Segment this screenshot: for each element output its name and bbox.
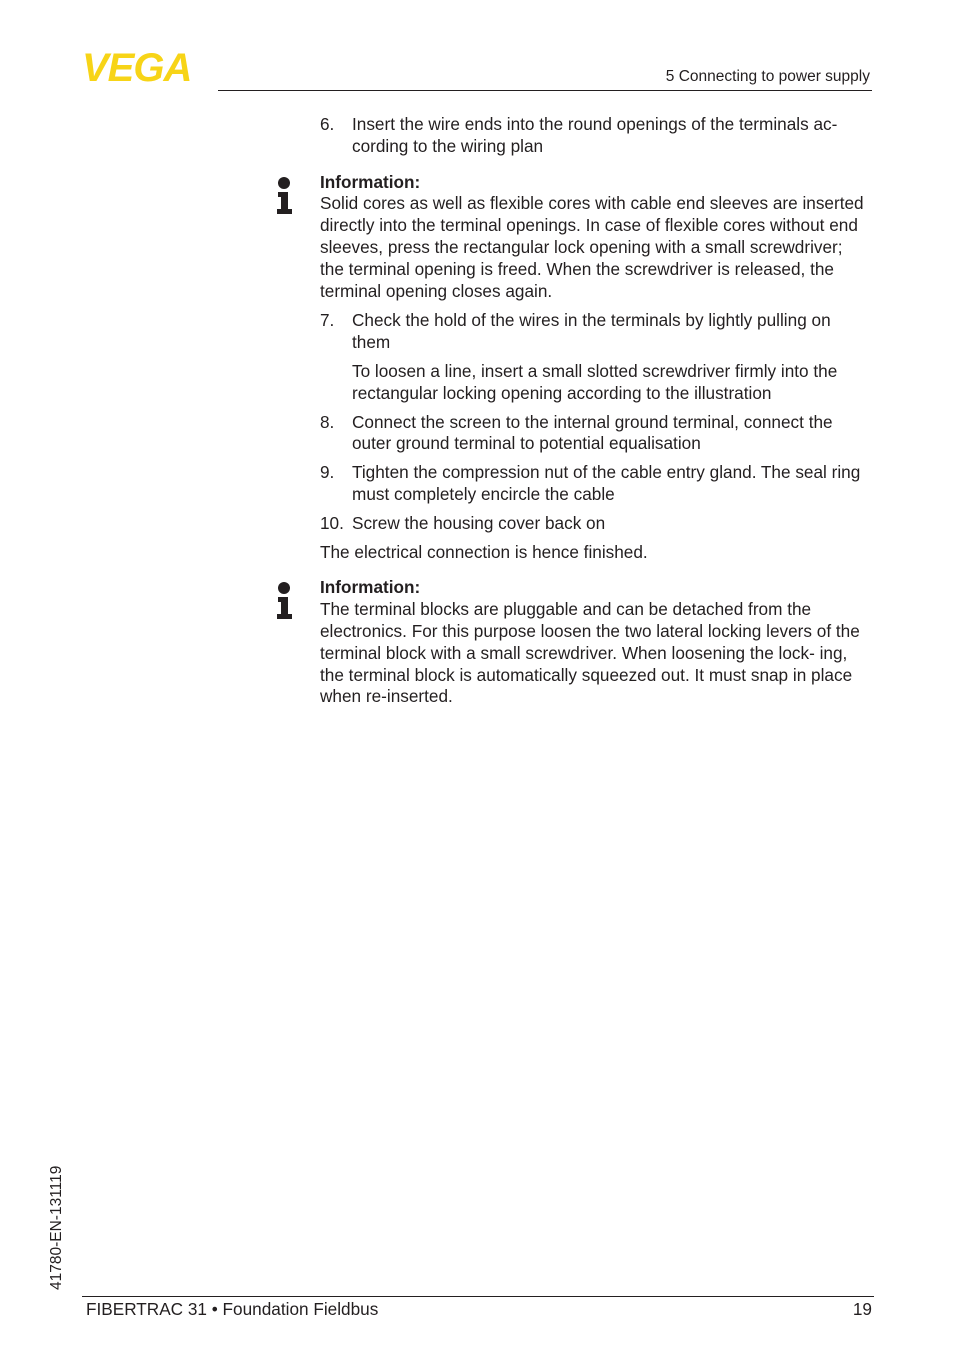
step-9: [320, 462, 865, 506]
step-text: Check the hold of the wires in the terminals by lightly pulling on them: [352, 310, 831, 353]
header-divider: [218, 90, 872, 91]
step-text: Insert the wire ends into the round openings of the terminals ac- cording to the wiring plan: [352, 114, 838, 156]
information-note-1: [320, 172, 865, 303]
vega-logo: [82, 50, 212, 84]
step-number: 7.: [320, 310, 335, 331]
footer-product-title: FIBERTRAC 31 • Foundation Fieldbus: [86, 1299, 379, 1319]
main-content: [320, 114, 865, 716]
completion-note: The electrical connection is hence finished.: [320, 541, 648, 562]
footer-divider: [82, 1296, 874, 1297]
svg-text:VEGA: VEGA: [82, 50, 192, 84]
info-icon: [274, 581, 294, 621]
information-note-2: [320, 577, 865, 708]
document-code: 41780-EN-131119: [48, 1165, 65, 1290]
info-title: Information:: [320, 577, 421, 598]
step-8: [320, 412, 865, 456]
info-text: The terminal blocks are pluggable and can be detached from the electronics. For this purpose loosen the two lateral locking levers of the terminal block with a small screwdriver. When loosening the lock- ing, the terminal block is automatically squeezed out. It must snap in place when re-inserted.: [320, 599, 860, 707]
info-text: Solid cores as well as flexible cores with cable end sleeves are inserted directly into the terminal openings. In case of flexible cores without end sleeves, press the rectangular lock opening with a small screwdriver; the terminal opening is freed. When the screwdriver is released, the terminal opening closes again.: [320, 193, 864, 301]
info-icon: [274, 176, 294, 216]
step-7: [320, 310, 865, 404]
step-number: 8.: [320, 411, 335, 432]
info-title: Information:: [320, 171, 421, 192]
step-text: Screw the housing cover back on: [352, 512, 606, 533]
step-number: 6.: [320, 114, 335, 134]
step-text: Tighten the compression nut of the cable entry gland. The seal ring must completely encircle the cable: [352, 462, 861, 504]
step-number: 9.: [320, 462, 335, 483]
step-6: [320, 114, 865, 158]
step-number: 10.: [320, 512, 344, 533]
section-title: 5 Connecting to power supply: [665, 68, 870, 85]
step-10: [320, 513, 865, 535]
step-subtext: To loosen a line, insert a small slotted screwdriver firmly into the rectangular locking opening according to the illustration: [352, 360, 838, 403]
page-number: 19: [852, 1299, 872, 1319]
step-text: Connect the screen to the internal ground terminal, connect the outer ground terminal to potential equalisation: [352, 411, 833, 454]
